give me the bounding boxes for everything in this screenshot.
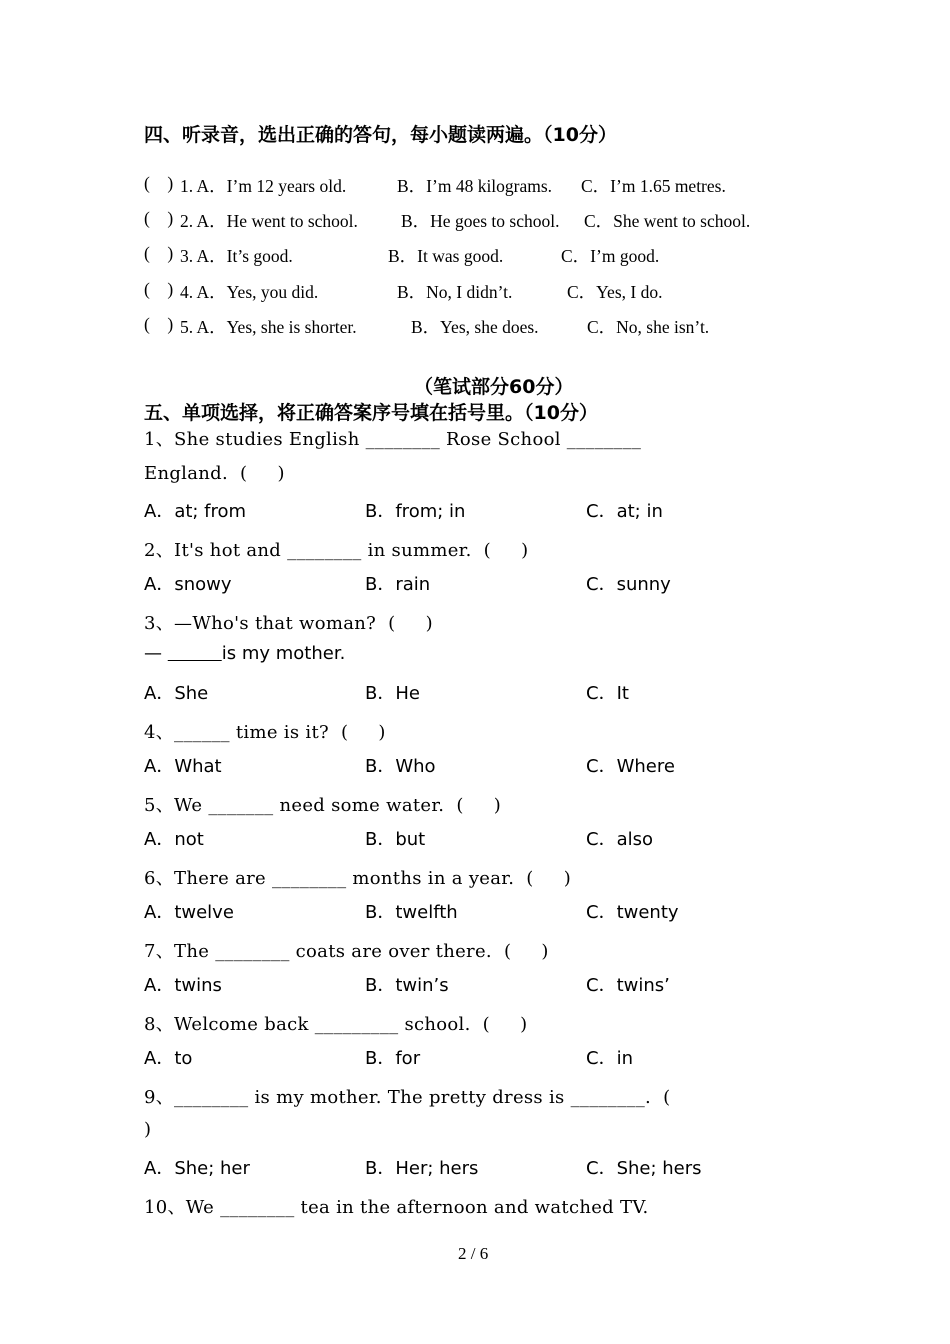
option-a: 2. A．He went to school. (180, 211, 358, 231)
option-c: C．twenty (586, 902, 679, 923)
option-c: C．It (586, 683, 629, 704)
question-10: 10、We ________ tea in the afternoon and watched TV. (144, 1197, 649, 1218)
option-b: B．for (365, 1048, 421, 1069)
option-a: A．snowy (144, 574, 232, 595)
option-c: C．Yes, I do. (567, 282, 663, 302)
option-b: B．No, I didn’t. (397, 282, 513, 302)
option-a: 1. A．I’m 12 years old. (180, 176, 347, 196)
option-b: B．rain (365, 574, 431, 595)
option-c: C．sunny (586, 574, 671, 595)
option-a: A．What (144, 756, 222, 777)
option-c: C．No, she isn’t. (587, 317, 710, 337)
answer-blank: ______ (167, 643, 222, 664)
question-8: 8、Welcome back _________ school. ( ) (144, 1014, 528, 1035)
question-9-line-2: ) (144, 1119, 152, 1140)
option-b: B．but (365, 829, 426, 850)
question-1-line-1: 1、She studies English ________ Rose School ________ (144, 429, 642, 450)
answer-bracket: ( ) (144, 208, 174, 228)
option-c: C．I’m good. (561, 246, 660, 266)
answer-rest: is my mother. (221, 643, 346, 664)
option-b: B．He (365, 683, 420, 704)
answer-bracket: ( ) (144, 279, 174, 299)
question-3-answer-line (144, 643, 345, 664)
option-a: A．twins (144, 975, 222, 996)
question-4: 4、______ time is it? ( ) (144, 722, 386, 743)
written-part-title: （笔试部分60分） (414, 376, 574, 398)
option-c: C．also (586, 829, 653, 850)
option-a: A．She (144, 683, 209, 704)
option-a: A．twelve (144, 902, 234, 923)
option-b: B．It was good. (388, 246, 504, 266)
answer-bracket: ( ) (144, 243, 174, 263)
option-b: B．Who (365, 756, 436, 777)
option-b: B．Her; hers (365, 1158, 479, 1179)
option-a: 3. A．It’s good. (180, 246, 293, 266)
option-c: C．at; in (586, 501, 663, 522)
question-5: 5、We _______ need some water. ( ) (144, 795, 502, 816)
section-5-heading: 五、单项选择，将正确答案序号填在括号里。（10分） (144, 402, 598, 424)
option-c: C．twins’ (586, 975, 670, 996)
dash: — (144, 643, 168, 664)
option-a: A．She; her (144, 1158, 250, 1179)
answer-bracket: ( ) (144, 314, 174, 334)
option-b: B．Yes, she does. (411, 317, 539, 337)
question-2: 2、It's hot and ________ in summer. ( ) (144, 540, 529, 561)
option-c: C．She; hers (586, 1158, 702, 1179)
section-4-heading: 四、听录音，选出正确的答句，每小题读两遍。（10分） (144, 124, 617, 146)
option-b: B．I’m 48 kilograms. (397, 176, 553, 196)
option-a: A．at; from (144, 501, 247, 522)
option-c: C．Where (586, 756, 675, 777)
option-a: 5. A．Yes, she is shorter. (180, 317, 357, 337)
question-6: 6、There are ________ months in a year. ( ) (144, 868, 572, 889)
option-a: A．not (144, 829, 204, 850)
question-1-line-2: England. ( ) (144, 463, 285, 484)
page-number: 2 / 6 (458, 1244, 489, 1263)
option-b: B．from; in (365, 501, 466, 522)
option-c: C．in (586, 1048, 633, 1069)
option-a: A．to (144, 1048, 193, 1069)
question-3: 3、—Who's that woman? ( ) (144, 613, 433, 634)
option-b: B．He goes to school. (401, 211, 560, 231)
question-7: 7、The ________ coats are over there. ( ) (144, 941, 549, 962)
option-c: C．I’m 1.65 metres. (581, 176, 726, 196)
option-a: 4. A．Yes, you did. (180, 282, 319, 302)
answer-bracket: ( ) (144, 173, 174, 193)
option-b: B．twin’s (365, 975, 449, 996)
option-c: C．She went to school. (584, 211, 751, 231)
question-9-line-1: 9、________ is my mother. The pretty dress is ________. ( (144, 1087, 671, 1108)
option-b: B．twelfth (365, 902, 458, 923)
